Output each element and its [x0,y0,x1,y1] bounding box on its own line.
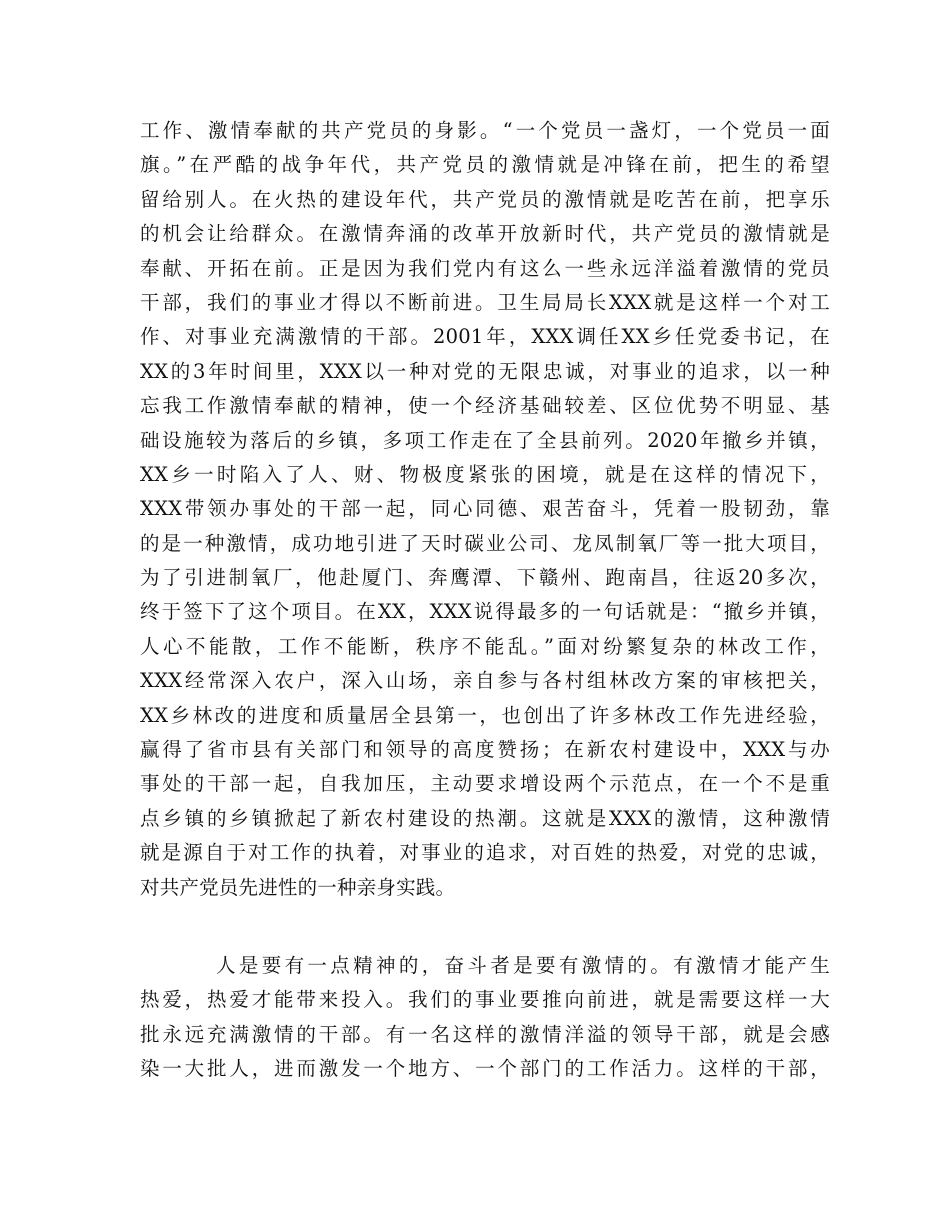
text-line: 点乡镇的乡镇掀起了新农村建设的热潮。这就是XXX的激情，这种激情 [140,806,830,830]
text-line: 终于签下了这个项目。在XX，XXX说得最多的一句话就是：“撤乡并镇， [140,600,830,624]
text-line: XX乡一时陷入了人、财、物极度紧张的困境，就是在这样的情况下， [140,462,830,486]
text-line: 干部，我们的事业才得以不断前进。卫生局局长XXX就是这样一个对工 [140,290,830,314]
text-line: 就是源自于对工作的执着，对事业的追求，对百姓的热爱，对党的忠诚， [140,841,830,865]
text-line: 人是要有一点精神的，奋斗者是要有激情的。有激情才能产生 [216,954,830,977]
paragraph-1 [140,114,830,905]
text-line: 留给别人。在火热的建设年代，共产党员的激情就是吃苦在前，把享乐 [140,187,830,211]
text-line: 为了引进制氧厂，他赴厦门、奔鹰潭、下赣州、跑南昌，往返20多次， [140,566,830,590]
text-line: 赢得了省市县有关部门和领导的高度赞扬；在新农村建设中，XXX与办 [140,738,830,762]
text-line: 人心不能散，工作不能断，秩序不能乱。”面对纷繁复杂的林改工作， [140,634,830,658]
text-line: 批永远充满激情的干部。有一名这样的激情洋溢的领导干部，就是会感 [140,1022,830,1046]
text-line: 热爱，热爱才能带来投入。我们的事业要推向前进，就是需要这样一大 [140,988,830,1012]
text-line: 奉献、开拓在前。正是因为我们党内有这么一些永远洋溢着激情的党员 [140,256,830,280]
text-line: 染一大批人，进而激发一个地方、一个部门的工作活力。这样的干部， [140,1057,830,1081]
text-line: 对共产党员先进性的一种亲身实践。 [140,875,456,899]
text-line: 的是一种激情，成功地引进了天时碳业公司、龙凤制氧厂等一批大项目， [140,531,830,555]
text-line: 事处的干部一起，自我加压，主动要求增设两个示范点，在一个不是重 [140,772,830,796]
text-line: 础设施较为落后的乡镇，多项工作走在了全县前列。2020年撤乡并镇， [140,428,830,452]
paragraph-2 [140,949,830,1087]
text-line: XXX带领办事处的干部一起，同心同德、艰苦奋斗，凭着一股韧劲，靠 [140,497,830,521]
text-line: XX的3年时间里，XXX以一种对党的无限忠诚，对事业的追求，以一种 [140,359,830,383]
text-line: XXX经常深入农户，深入山场，亲自参与各村组林改方案的审核把关， [140,669,830,693]
text-line: 的机会让给群众。在激情奔涌的改革开放新时代，共产党员的激情就是 [140,222,830,246]
text-line: XX乡林改的进度和质量居全县第一，也创出了许多林改工作先进经验， [140,703,830,727]
text-line: 工作、激情奉献的共产党员的身影。“一个党员一盏灯，一个党员一面 [140,119,830,142]
text-line: 旗。”在严酷的战争年代，共产党员的激情就是冲锋在前，把生的希望 [140,153,830,177]
text-line: 忘我工作激情奉献的精神，使一个经济基础较差、区位优势不明显、基 [140,394,830,418]
text-line: 作、对事业充满激情的干部。2001年，XXX调任XX乡任党委书记，在 [140,325,830,349]
